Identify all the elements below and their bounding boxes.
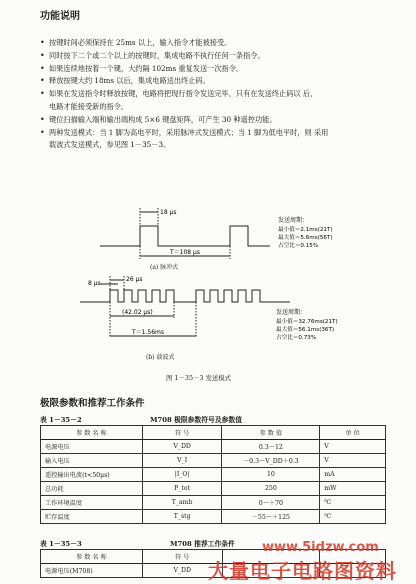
- list-item: • 键位扫描输入端和输出端构成 5×6 键盘矩阵，可产生 30 种遥控功能。: [38, 114, 388, 127]
- column-header: 参 数 名 称: [41, 550, 143, 564]
- figure-caption: 图 1－35－3 发送模式: [166, 374, 232, 382]
- carrier-waveform-diagram: [80, 272, 380, 350]
- carrier-period-label: T＝1.56ms: [132, 329, 164, 336]
- table-row: 贮存温度 T_stg －55～＋125 ℃: [41, 510, 386, 524]
- column-header: 单 位: [320, 426, 386, 440]
- feature-list: [38, 37, 388, 152]
- carrier-legend-min: 最小值＝32.76ms(21T): [276, 319, 338, 325]
- carrier-width-label: 26 μs: [126, 276, 143, 283]
- table-row: 总功耗 P_tot 250 mW: [41, 482, 386, 496]
- table-2-title: M708 推荐工作条件: [170, 540, 235, 548]
- figure-a-caption: (a) 脉冲式: [150, 264, 179, 271]
- list-item: • 两种发送模式：当 1 脚为高电平时，采用脉冲式发送模式；当 1 脚为低电平时，则 采用 载波式发送模式，参见图 1－35－3。: [38, 127, 388, 153]
- column-header: 参 数 值: [222, 426, 320, 440]
- table-header-row: [41, 426, 386, 440]
- column-header: 参 数 名 称: [41, 426, 143, 440]
- list-item: • 如果在发送指令时释放按键，电路将把现行指令发送完毕，只有在发送终止码以 后， 电路才能接受新的指令。: [38, 88, 388, 114]
- pulse-width-label: 18 μs: [160, 209, 177, 216]
- pulse-period-label: T＝108 μs: [170, 249, 200, 256]
- list-item: • 释放按键大约 18ms 以后，集成电路送出终止码。: [38, 75, 388, 88]
- pulse-waveform-diagram: [100, 200, 340, 262]
- pulse-legend-max: 最大值＝5.6ms(56T): [278, 235, 333, 241]
- list-item: • 按键时间必须保持在 25ms 以上，输入指令才能被接受。: [38, 37, 388, 50]
- carrier-legend-duty: 占空比＝0.73%: [276, 335, 317, 341]
- table-row: 输入电压 V_I －0.3～V_DD＋0.3 V: [41, 454, 386, 468]
- carrier-legend-title: 发送周期：: [276, 309, 307, 316]
- table-1-title: M708 极限参数符号及参数值: [150, 416, 243, 424]
- pulse-legend-min: 最小值＝2.1ms(21T): [278, 227, 333, 233]
- watermark-site: www.5idzw.com: [262, 540, 379, 555]
- watermark-text: 大量电子电路图资料: [208, 559, 397, 583]
- carrier-burst-label: (42.02 μs): [122, 309, 153, 316]
- table-2-number: 表 1－35－3: [40, 540, 82, 548]
- column-header: 符 号: [142, 550, 222, 564]
- carrier-pulse-label: 8 μs: [88, 280, 101, 287]
- pulse-legend-duty: 占空比＝0.15%: [278, 243, 319, 249]
- limit-parameters-table: [40, 425, 386, 524]
- section-title: 功能说明: [40, 11, 80, 22]
- limits-section-title: 极限参数和推荐工作条件: [40, 398, 145, 409]
- table-row: 电源电压(M708) V_DD: [41, 564, 386, 578]
- figure-b-caption: (b) 载波式: [146, 354, 175, 361]
- pulse-waveform: [100, 226, 270, 246]
- table-row: 工作环境温度 T_amb 0～＋70 ℃: [41, 496, 386, 510]
- table-1-number: 表 1－35－2: [40, 416, 82, 424]
- list-item: • 如果连续地按着一个键，大约隔 102ms 重复发送一次指令。: [38, 63, 388, 76]
- table-row: 电源电压 V_DD 0.3～12 V: [41, 440, 386, 454]
- column-header: 符 号: [142, 426, 222, 440]
- carrier-legend-max: 最大值＝56.1ms(36T): [276, 327, 335, 333]
- table-row: 遥控输出电流(t<50μs) |I_O| 10 mA: [41, 468, 386, 482]
- list-item: • 同时按下二个或二个以上的按键时，集成电路不执行任何一条指令。: [38, 50, 388, 63]
- pulse-legend-title: 发送周期：: [278, 217, 309, 224]
- carrier-waveform: [80, 290, 290, 302]
